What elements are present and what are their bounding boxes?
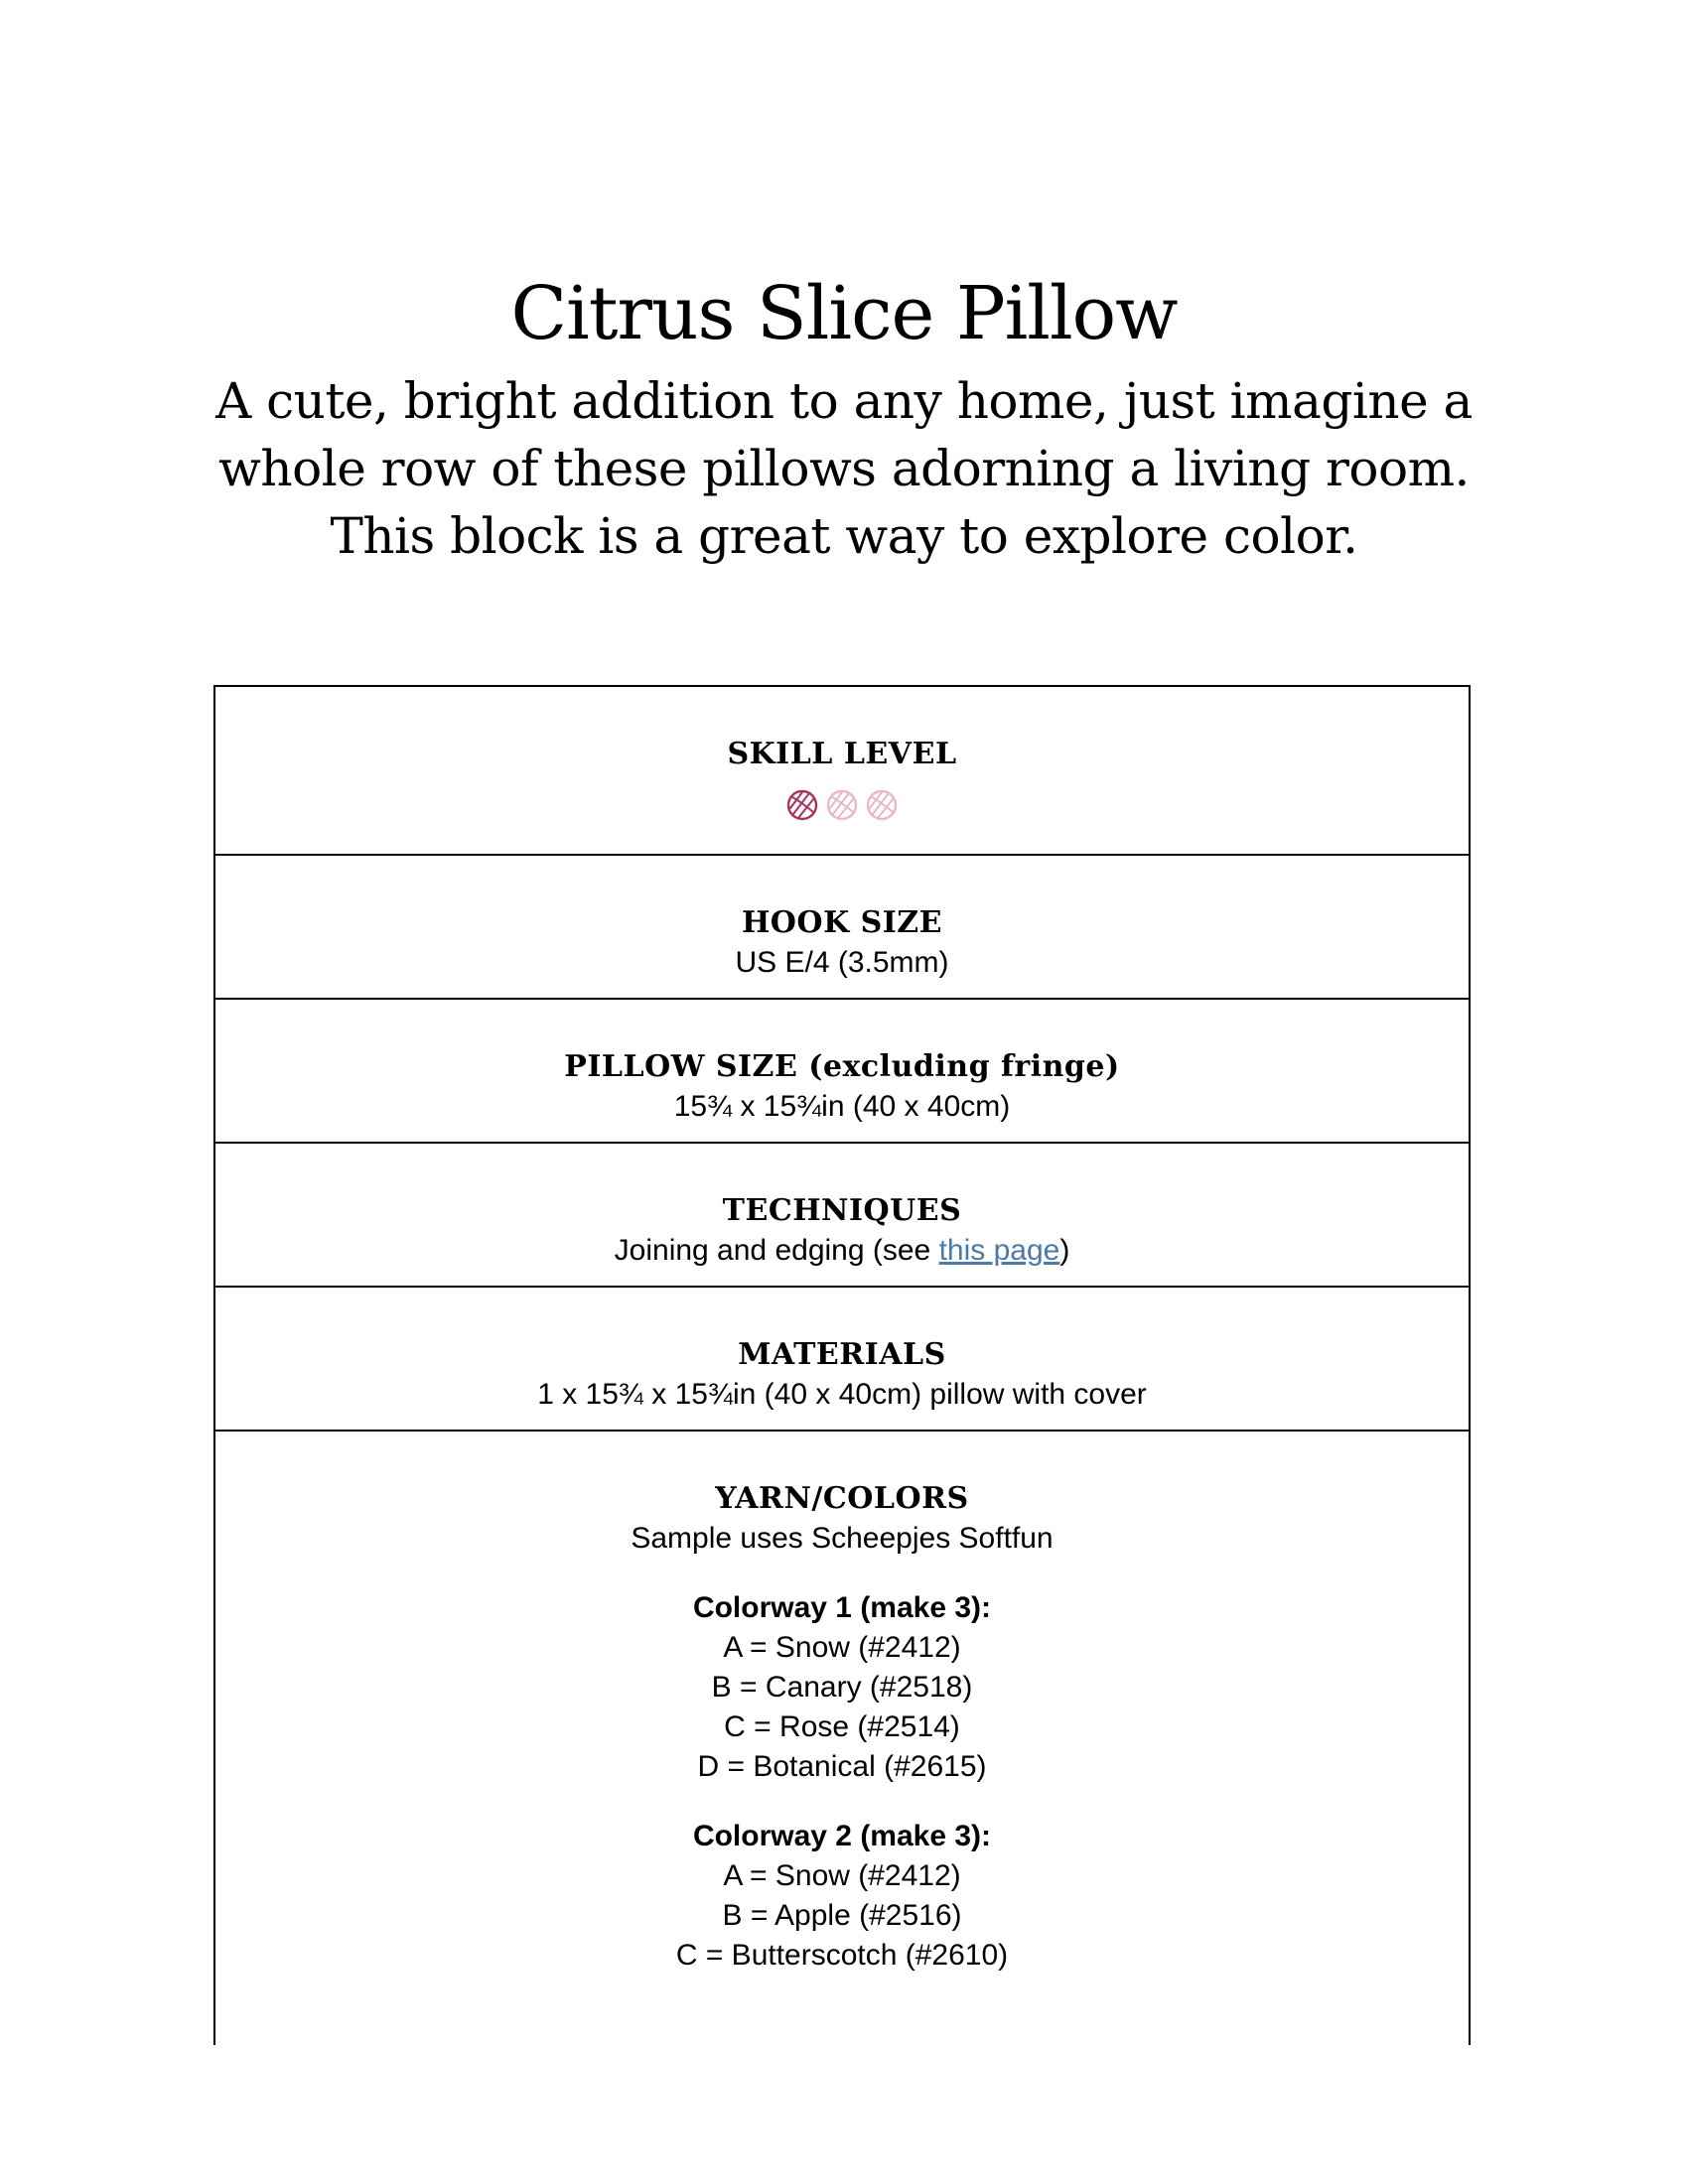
pillow-size-value: 15¾ x 15¾in (40 x 40cm) bbox=[673, 1090, 1011, 1123]
skill-level-row bbox=[214, 686, 1470, 855]
materials-heading: MATERIALS bbox=[738, 1337, 946, 1372]
hook-size-row bbox=[214, 855, 1470, 999]
techniques-value bbox=[215, 1231, 1469, 1271]
hook-size-heading: HOOK SIZE bbox=[741, 905, 943, 940]
page-title: Citrus Slice Pillow bbox=[510, 271, 1178, 356]
pillow-size-heading: PILLOW SIZE (excluding fringe) bbox=[564, 1049, 1120, 1084]
intro-text: A cute, bright addition to any home, just imagine a whole row of these pillows adorning a living room. This block is a great way to explore color. bbox=[215, 372, 1473, 565]
skill-level-rating bbox=[215, 788, 1469, 822]
yarn-ball-icon-empty bbox=[825, 788, 859, 822]
colorway-2-line: B = Apple (#2516) bbox=[722, 1899, 962, 1932]
pillow-size-row bbox=[214, 999, 1470, 1143]
techniques-value-prefix: Joining and edging (see bbox=[614, 1234, 939, 1267]
skill-level-heading: SKILL LEVEL bbox=[727, 737, 957, 771]
materials-row bbox=[214, 1287, 1470, 1431]
techniques-heading: TECHNIQUES bbox=[722, 1193, 962, 1228]
colorway-2-heading: Colorway 2 (make 3): bbox=[692, 1820, 992, 1852]
hook-size-value: US E/4 (3.5mm) bbox=[735, 946, 949, 979]
this-page-link[interactable]: this page bbox=[938, 1234, 1060, 1267]
colorway-2-line: A = Snow (#2412) bbox=[723, 1859, 961, 1892]
yarn-ball-icon-empty bbox=[865, 788, 899, 822]
colorway-1-line: A = Snow (#2412) bbox=[723, 1631, 961, 1664]
colorway-1-heading: Colorway 1 (make 3): bbox=[692, 1591, 992, 1624]
yarn-colors-heading: YARN/COLORS bbox=[715, 1481, 969, 1516]
yarn-colors-value: Sample uses Scheepjes Softfun bbox=[631, 1522, 1054, 1555]
techniques-value-suffix: ) bbox=[1059, 1234, 1070, 1267]
colorway-1-line: D = Botanical (#2615) bbox=[697, 1750, 987, 1783]
colorway-1-line: B = Canary (#2518) bbox=[711, 1671, 973, 1704]
pattern-info-table bbox=[213, 685, 1471, 2045]
yarn-colors-row bbox=[214, 1431, 1470, 2045]
colorway-2-line: C = Butterscotch (#2610) bbox=[675, 1939, 1009, 1972]
techniques-row bbox=[214, 1143, 1470, 1287]
materials-value: 1 x 15¾ x 15¾in (40 x 40cm) pillow with cover bbox=[537, 1378, 1147, 1411]
yarn-ball-icon-filled bbox=[785, 788, 819, 822]
colorway-1-line: C = Rose (#2514) bbox=[724, 1710, 960, 1743]
